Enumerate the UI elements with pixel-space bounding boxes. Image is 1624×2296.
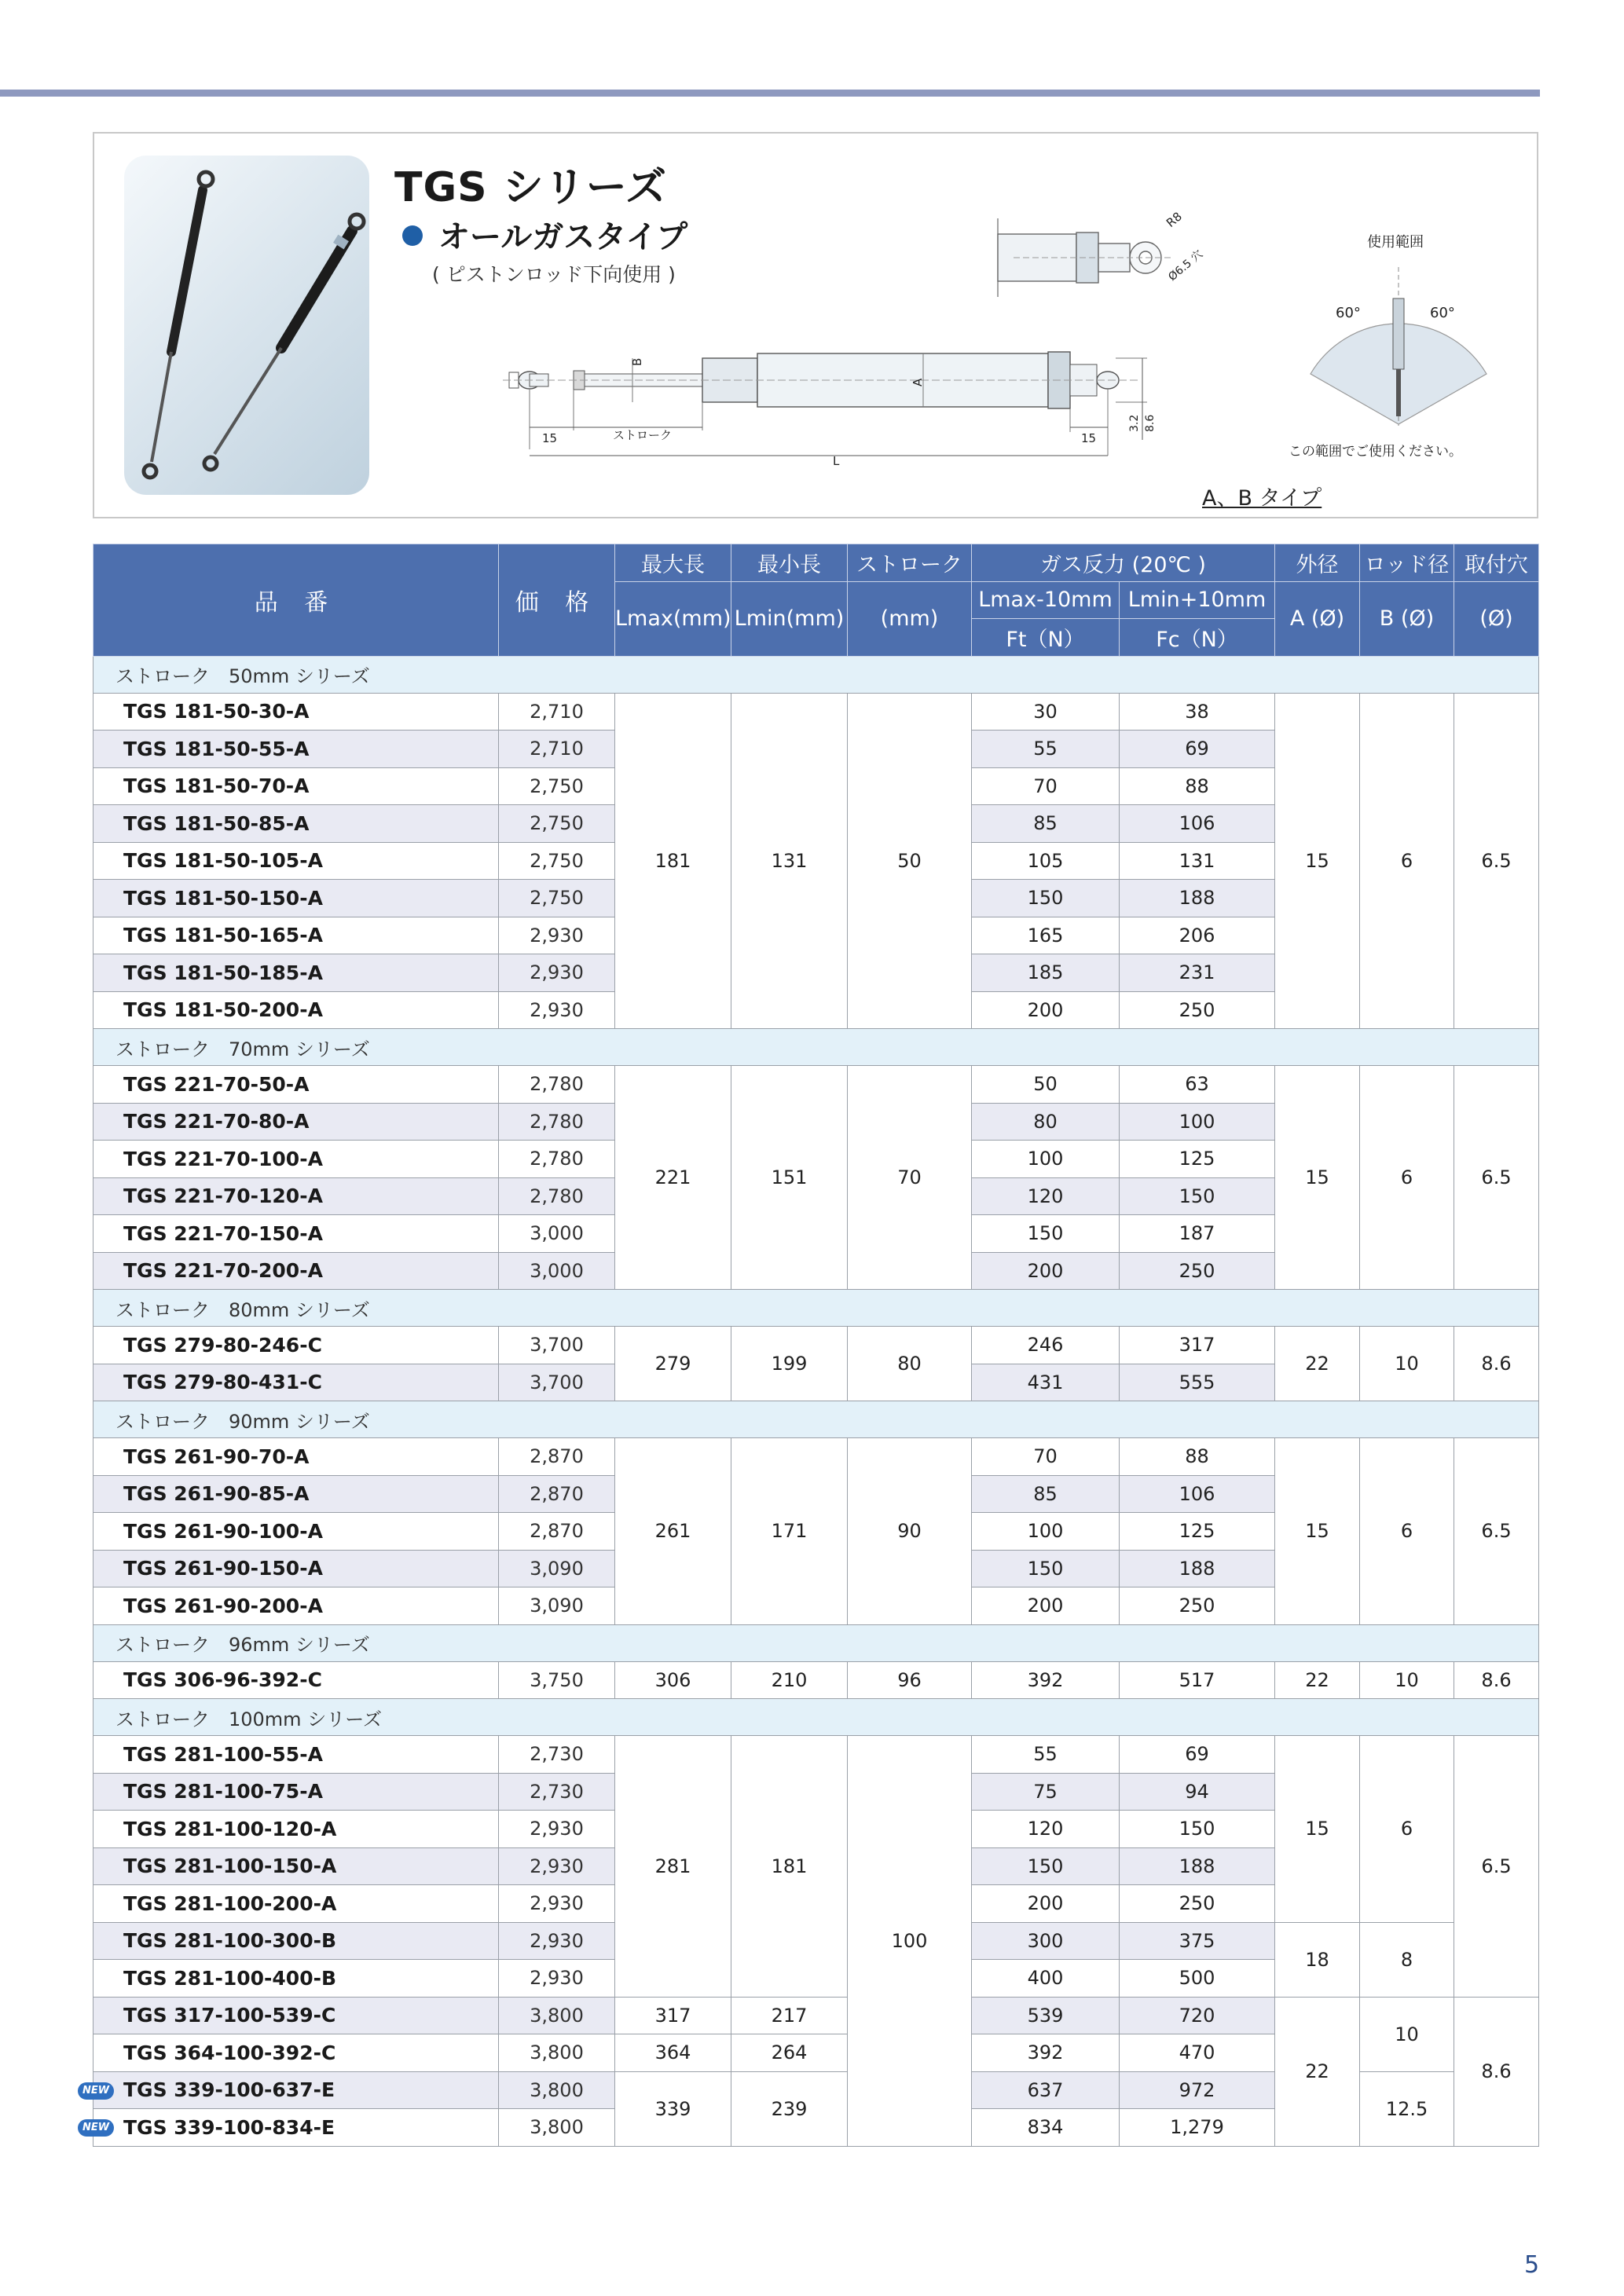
fc: 188 <box>1120 1550 1275 1587</box>
product-type-label: オールガスタイプ <box>438 219 688 255</box>
part-number: TGS 279-80-431-C <box>93 1364 499 1401</box>
price: 2,780 <box>499 1177 615 1215</box>
outer-diameter: 15 <box>1275 1736 1360 1923</box>
mounting-hole: 6.5 <box>1454 693 1539 1029</box>
fc: 720 <box>1120 1997 1275 2034</box>
price: 2,870 <box>499 1513 615 1551</box>
part-number: TGS 281-100-300-B <box>93 1922 499 1960</box>
rod-diameter: 6 <box>1360 693 1454 1029</box>
price: 2,930 <box>499 1922 615 1960</box>
col-outer-diameter: 外径 <box>1275 544 1360 582</box>
lmax: 261 <box>615 1438 731 1625</box>
lmin: 131 <box>731 693 848 1029</box>
price: 3,800 <box>499 1997 615 2034</box>
lmax: 281 <box>615 1736 731 1998</box>
mounting-hole: 6.5 <box>1454 1736 1539 1998</box>
rod-diameter: 6 <box>1360 1438 1454 1625</box>
part-number: TGS 221-70-50-A <box>93 1066 499 1104</box>
ft: 200 <box>972 1587 1120 1625</box>
section-90mm: ストローク 90mm シリーズ <box>93 1401 1539 1438</box>
part-number: TGS 181-50-55-A <box>93 731 499 768</box>
part-number: TGS 221-70-120-A <box>93 1177 499 1215</box>
new-badge: NEW <box>78 2082 114 2100</box>
part-number: TGS 221-70-150-A <box>93 1215 499 1253</box>
col-price: 価 格 <box>499 544 615 657</box>
main-drawing <box>503 352 1157 468</box>
lmax: 221 <box>615 1066 731 1290</box>
dimension-drawing <box>495 204 1249 471</box>
col-stroke-unit: (mm) <box>848 581 972 656</box>
price: 2,750 <box>499 880 615 917</box>
price: 2,750 <box>499 842 615 880</box>
price: 2,750 <box>499 805 615 843</box>
ft: 55 <box>972 731 1120 768</box>
ft: 431 <box>972 1364 1120 1401</box>
lmin: 199 <box>731 1327 848 1401</box>
ft: 392 <box>972 1661 1120 1699</box>
part-number: TGS 181-50-165-A <box>93 917 499 954</box>
price: 3,090 <box>499 1550 615 1587</box>
part-number: TGS 306-96-392-C <box>93 1661 499 1699</box>
price: 2,930 <box>499 1960 615 1998</box>
ft: 300 <box>972 1922 1120 1960</box>
fc: 317 <box>1120 1327 1275 1364</box>
dim-l: L <box>833 454 840 468</box>
col-part-number: 品 番 <box>93 544 499 657</box>
mounting-hole: 8.6 <box>1454 1661 1539 1699</box>
stroke: 70 <box>848 1066 972 1290</box>
fc: 88 <box>1120 1438 1275 1476</box>
ft: 200 <box>972 1885 1120 1923</box>
fc: 125 <box>1120 1141 1275 1178</box>
product-photo <box>124 156 369 495</box>
price: 3,800 <box>499 2109 615 2147</box>
mounting-hole: 6.5 <box>1454 1066 1539 1290</box>
rod-diameter: 10 <box>1360 1997 1454 2071</box>
gas-spring-photo-illustration <box>124 156 369 495</box>
dim-r8: R8 <box>1164 209 1185 231</box>
fc: 131 <box>1120 842 1275 880</box>
page-number: 5 <box>1524 2251 1540 2279</box>
part-number <box>82 2109 499 2147</box>
ft: 70 <box>972 1438 1120 1476</box>
fc: 555 <box>1120 1364 1275 1401</box>
fc: 500 <box>1120 1960 1275 1998</box>
price: 2,870 <box>499 1475 615 1513</box>
ft: 30 <box>972 693 1120 731</box>
ft: 80 <box>972 1103 1120 1141</box>
rod-diameter: 10 <box>1360 1327 1454 1401</box>
col-b-unit: B (Ø) <box>1360 581 1454 656</box>
price: 2,730 <box>499 1773 615 1811</box>
fc: 150 <box>1120 1811 1275 1848</box>
outer-diameter: 22 <box>1275 1661 1360 1699</box>
dim-8-6: 8.6 <box>1144 414 1157 432</box>
lmin: 239 <box>731 2071 848 2146</box>
section-96mm: ストローク 96mm シリーズ <box>93 1624 1539 1661</box>
outer-diameter: 22 <box>1275 1327 1360 1401</box>
fc: 69 <box>1120 1736 1275 1774</box>
part-number: TGS 261-90-85-A <box>93 1475 499 1513</box>
fc: 1,279 <box>1120 2109 1275 2147</box>
new-badge: NEW <box>78 2119 114 2137</box>
stroke: 80 <box>848 1327 972 1401</box>
fc: 250 <box>1120 1885 1275 1923</box>
fc: 250 <box>1120 1252 1275 1290</box>
fc: 187 <box>1120 1215 1275 1253</box>
fc: 188 <box>1120 1847 1275 1885</box>
dim-hole: Ø6.5 穴 <box>1166 247 1206 284</box>
part-number: TGS 317-100-539-C <box>93 1997 499 2034</box>
part-number: TGS 181-50-30-A <box>93 693 499 731</box>
fc: 125 <box>1120 1513 1275 1551</box>
dim-a: A <box>911 378 925 386</box>
range-caption: この範囲でご使用ください。 <box>1289 444 1462 460</box>
col-max-length: 最大長 <box>615 544 731 582</box>
lmin: 210 <box>731 1661 848 1699</box>
price: 2,930 <box>499 1811 615 1848</box>
part-number: TGS 181-50-70-A <box>93 767 499 805</box>
part-number-text: TGS 339-100-637-E <box>123 2078 335 2102</box>
col-fc: Fc（N） <box>1120 619 1275 657</box>
lmin: 264 <box>731 2034 848 2072</box>
outer-diameter: 15 <box>1275 1066 1360 1290</box>
price: 2,930 <box>499 1885 615 1923</box>
col-gas-force: ガス反力 (20℃ ) <box>972 544 1275 582</box>
ft: 246 <box>972 1327 1120 1364</box>
ft: 400 <box>972 1960 1120 1998</box>
ft: 100 <box>972 1141 1120 1178</box>
ft: 200 <box>972 1252 1120 1290</box>
usage-range-diagram <box>1273 220 1524 471</box>
col-stroke: ストローク <box>848 544 972 582</box>
ft: 637 <box>972 2071 1120 2109</box>
col-ft: Ft（N） <box>972 619 1120 657</box>
lmax: 306 <box>615 1661 731 1699</box>
part-number: TGS 181-50-85-A <box>93 805 499 843</box>
part-number: TGS 281-100-400-B <box>93 1960 499 1998</box>
fc: 106 <box>1120 805 1275 843</box>
section-70mm: ストローク 70mm シリーズ <box>93 1029 1539 1066</box>
part-number: TGS 221-70-80-A <box>93 1103 499 1141</box>
ft: 150 <box>972 1215 1120 1253</box>
mounting-hole: 8.6 <box>1454 1327 1539 1401</box>
fc: 100 <box>1120 1103 1275 1141</box>
mounting-hole: 8.6 <box>1454 1997 1539 2146</box>
price: 3,700 <box>499 1327 615 1364</box>
fc: 63 <box>1120 1066 1275 1104</box>
col-min-length: 最小長 <box>731 544 848 582</box>
ft: 85 <box>972 1475 1120 1513</box>
rod-diameter: 8 <box>1360 1922 1454 1997</box>
lmax: 364 <box>615 2034 731 2072</box>
price: 2,870 <box>499 1438 615 1476</box>
lmax: 339 <box>615 2071 731 2146</box>
price: 2,930 <box>499 954 615 992</box>
ft: 100 <box>972 1513 1120 1551</box>
lmin: 217 <box>731 1997 848 2034</box>
ft: 50 <box>972 1066 1120 1104</box>
part-number: TGS 281-100-200-A <box>93 1885 499 1923</box>
part-number: TGS 261-90-100-A <box>93 1513 499 1551</box>
part-number: TGS 281-100-55-A <box>93 1736 499 1774</box>
type-label: A、B タイプ <box>1202 486 1322 511</box>
ft: 539 <box>972 1997 1120 2034</box>
fc: 188 <box>1120 880 1275 917</box>
dim-stroke: ストローク <box>613 428 673 442</box>
col-rod-diameter: ロッド径 <box>1360 544 1454 582</box>
part-number: TGS 281-100-150-A <box>93 1847 499 1885</box>
price: 3,700 <box>499 1364 615 1401</box>
price: 3,800 <box>499 2071 615 2109</box>
fc: 250 <box>1120 991 1275 1029</box>
fc: 150 <box>1120 1177 1275 1215</box>
top-accent-bar <box>0 90 1540 97</box>
fc: 250 <box>1120 1587 1275 1625</box>
fc: 106 <box>1120 1475 1275 1513</box>
fc: 972 <box>1120 2071 1275 2109</box>
angle-left: 60° <box>1336 305 1361 321</box>
ft: 150 <box>972 1847 1120 1885</box>
stroke: 50 <box>848 693 972 1029</box>
part-number: TGS 181-50-200-A <box>93 991 499 1029</box>
ft: 75 <box>972 1773 1120 1811</box>
price: 2,710 <box>499 731 615 768</box>
part-number: TGS 364-100-392-C <box>93 2034 499 2072</box>
ft: 105 <box>972 842 1120 880</box>
fc: 88 <box>1120 767 1275 805</box>
part-number-text: TGS 339-100-834-E <box>123 2115 335 2139</box>
part-number: TGS 181-50-185-A <box>93 954 499 992</box>
price: 3,000 <box>499 1215 615 1253</box>
price: 2,710 <box>499 693 615 731</box>
ft: 70 <box>972 767 1120 805</box>
outer-diameter: 18 <box>1275 1922 1360 1997</box>
rod-diameter: 10 <box>1360 1661 1454 1699</box>
part-number <box>82 2071 499 2109</box>
price: 2,930 <box>499 917 615 954</box>
price: 2,750 <box>499 767 615 805</box>
col-lmax-unit: Lmax(mm) <box>615 581 731 656</box>
fc: 69 <box>1120 731 1275 768</box>
price: 2,780 <box>499 1141 615 1178</box>
section-50mm: ストローク 50mm シリーズ <box>93 656 1539 693</box>
range-title: 使用範囲 <box>1367 234 1424 251</box>
fc: 206 <box>1120 917 1275 954</box>
lmin: 171 <box>731 1438 848 1625</box>
part-number: TGS 181-50-150-A <box>93 880 499 917</box>
rod-diameter: 6 <box>1360 1066 1454 1290</box>
part-number: TGS 279-80-246-C <box>93 1327 499 1364</box>
price: 2,930 <box>499 991 615 1029</box>
rod-diameter: 6 <box>1360 1736 1454 1923</box>
fc: 470 <box>1120 2034 1275 2072</box>
col-lmin-unit: Lmin(mm) <box>731 581 848 656</box>
usage-note: ( ピストンロッド下向使用 ) <box>432 263 676 286</box>
part-number: TGS 181-50-105-A <box>93 842 499 880</box>
lmax: 279 <box>615 1327 731 1401</box>
part-number: TGS 221-70-200-A <box>93 1252 499 1290</box>
outer-diameter: 15 <box>1275 693 1360 1029</box>
price: 3,800 <box>499 2034 615 2072</box>
lmin: 151 <box>731 1066 848 1290</box>
stroke: 90 <box>848 1438 972 1625</box>
ft: 85 <box>972 805 1120 843</box>
stroke: 100 <box>848 1736 972 2147</box>
col-hole-unit: (Ø) <box>1454 581 1539 656</box>
ft: 200 <box>972 991 1120 1029</box>
ft: 834 <box>972 2109 1120 2147</box>
stroke: 96 <box>848 1661 972 1699</box>
bullet-icon <box>402 225 423 246</box>
ft: 392 <box>972 2034 1120 2072</box>
col-lmin-10: Lmin+10mm <box>1120 581 1275 619</box>
ft: 120 <box>972 1177 1120 1215</box>
ft: 150 <box>972 1550 1120 1587</box>
part-number: TGS 281-100-75-A <box>93 1773 499 1811</box>
part-number: TGS 261-90-70-A <box>93 1438 499 1476</box>
dim-15-right: 15 <box>1081 431 1097 445</box>
dim-15-left: 15 <box>542 431 558 445</box>
part-number: TGS 261-90-200-A <box>93 1587 499 1625</box>
col-mounting-hole: 取付穴 <box>1454 544 1539 582</box>
col-lmax-10: Lmax-10mm <box>972 581 1120 619</box>
ft: 185 <box>972 954 1120 992</box>
part-number: TGS 281-100-120-A <box>93 1811 499 1848</box>
mounting-hole: 6.5 <box>1454 1438 1539 1625</box>
price: 3,750 <box>499 1661 615 1699</box>
page-title: TGS シリーズ <box>394 164 668 211</box>
fc: 38 <box>1120 693 1275 731</box>
fc: 375 <box>1120 1922 1275 1960</box>
part-number: TGS 261-90-150-A <box>93 1550 499 1587</box>
lmax: 317 <box>615 1997 731 2034</box>
detail-end-view <box>998 209 1205 297</box>
dim-3-2: 3.2 <box>1128 414 1141 432</box>
lmin: 181 <box>731 1736 848 1998</box>
outer-diameter: 15 <box>1275 1438 1360 1625</box>
price: 3,000 <box>499 1252 615 1290</box>
part-number: TGS 221-70-100-A <box>93 1141 499 1178</box>
dim-b: B <box>630 357 644 366</box>
rod-diameter: 12.5 <box>1360 2071 1454 2146</box>
ft: 150 <box>972 880 1120 917</box>
lmax: 181 <box>615 693 731 1029</box>
fc: 231 <box>1120 954 1275 992</box>
price: 2,780 <box>499 1103 615 1141</box>
section-80mm: ストローク 80mm シリーズ <box>93 1290 1539 1327</box>
spec-table <box>82 544 1539 2147</box>
ft: 55 <box>972 1736 1120 1774</box>
ft: 165 <box>972 917 1120 954</box>
price: 3,090 <box>499 1587 615 1625</box>
price: 2,730 <box>499 1736 615 1774</box>
section-100mm: ストローク 100mm シリーズ <box>93 1699 1539 1736</box>
fc: 94 <box>1120 1773 1275 1811</box>
col-a-unit: A (Ø) <box>1275 581 1360 656</box>
ft: 120 <box>972 1811 1120 1848</box>
price: 2,780 <box>499 1066 615 1104</box>
price: 2,930 <box>499 1847 615 1885</box>
outer-diameter: 22 <box>1275 1997 1360 2146</box>
fc: 517 <box>1120 1661 1275 1699</box>
angle-right: 60° <box>1430 305 1455 321</box>
